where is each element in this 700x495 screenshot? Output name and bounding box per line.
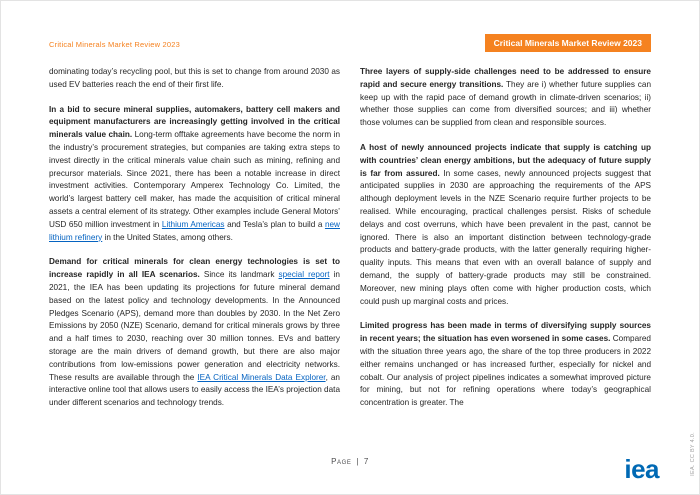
lead-sentence-bold: Limited progress has been made in terms of diversifying supply sources in recent years; the situation has even worsened in some cases. [360,321,651,344]
page-number-separator: | [356,457,360,466]
page-number-label: Page [331,457,352,466]
body-text: in the United States, among others. [102,232,233,242]
license-note-vertical: IEA. CC BY 4.0. [690,432,696,476]
body-text: dominating today’s recycling pool, but this is set to change from around 2030 as used EV batteries reach the end of their first life. [49,67,340,89]
paragraph [49,66,340,92]
lead-sentence-bold: Three layers of supply-side challenges need to be addressed to ensure rapid and secure energy transitions. [360,67,651,89]
running-header-left: Critical Minerals Market Review 2023 [49,40,180,49]
lead-sentence-bold: In a bid to secure mineral supplies, automakers, battery cell makers and equipment manufacturers are increasingly getting involved in the critical minerals value chain. [49,104,340,140]
paragraph [360,320,651,410]
header-banner: Critical Minerals Market Review 2023 [485,34,651,52]
body-text: In some cases, newly announced projects suggest that anticipated supplies in 2030 are approaching the requirements of the APS although deployment levels in the NZE Scenario require further projects to be realised. While encouraging, practical challenges persist. Risks of schedule delays and cost overruns, which have been prevalent in the past, cannot be ignored. There is also an important distinction between technology-grade products and battery-grade products, with the latter generally requiring higher-quality inputs. This means that even with an overall balance of supply and demand, the supply of battery-grade products may still be constrained. Moreover, new mining plays often come with higher production costs, which could push up marginal costs and prices. [360,168,651,306]
paragraph [49,256,340,410]
body-text: Since its landmark [199,270,279,280]
paragraph [360,142,651,308]
lead-sentence-bold: A host of newly announced projects indicate that supply is catching up with countries’ clean energy ambitions, but the adequacy of future supply is far from assured. [360,142,651,178]
two-column-body [49,66,651,410]
right-column [360,66,651,410]
body-text: and Tesla’s plan to build a [224,219,325,229]
iea-logo: iea [624,454,659,484]
left-column [49,66,340,410]
body-text: Compared with the situation three years ago, the share of the top three producers in 2022 either remains unchanged or has increased further, especially for nickel and cobalt. Our analysis of project pipelines indicates a somewhat improved picture for mining, but not for refining operations where today’s geographical concentration is greater. The [360,334,651,408]
body-text: They are i) whether future supplies can keep up with the rapid pace of demand growth in climate-driven scenarios; ii) whether those supplies can come from diversified sources; and iii) whether those volumes can be supplied from clean and responsible sources. [360,79,651,128]
page-header [49,34,651,52]
body-text: Long-term offtake agreements have become the norm in the industry’s procurement strategies, but companies are taking extra steps to invest directly in the critical minerals value chain such as mining, refining and precursor materials. Since 2021, there has been a notable increase in direct investment activities. Contemporary Amperex Technology Co. Limited, the world’s largest battery cell maker, has made the acquisition of critical mineral assets a central element of its strategy. Other examples include General Motors’ USD 650 million investment in [49,130,340,229]
page-number-value: 7 [363,457,369,466]
inline-link[interactable]: special report [278,270,330,280]
inline-link[interactable]: Lithium Americas [161,219,225,229]
paragraph [360,66,651,130]
paragraph [49,104,340,245]
body-text: in 2021, the IEA has been updating its projections for future mineral demand based on the latest policy and technology developments. In the Announced Pledges Scenario (APS), demand more than doubles by 2030. In the Net Zero Emissions by 2050 (NZE) Scenario, demand for critical minerals grows by three and a half times to 2030, reaching over 30 million tonnes. EVs and battery storage are the main drivers of demand growth, but there are also major contributions from low-emissions power generation and electricity networks. These results are available through the [49,270,340,382]
lead-sentence-bold: Demand for critical minerals for clean energy technologies is set to increase rapidly in all IEA scenarios. [49,257,340,280]
inline-link[interactable]: IEA Critical Minerals Data Explorer [197,372,326,382]
page-number [1,457,699,466]
body-text: , an interactive online tool that allows users to easily access the IEA’s projection data under different scenarios and technology trends. [49,372,340,408]
inline-link[interactable]: new lithium refinery [49,219,340,242]
